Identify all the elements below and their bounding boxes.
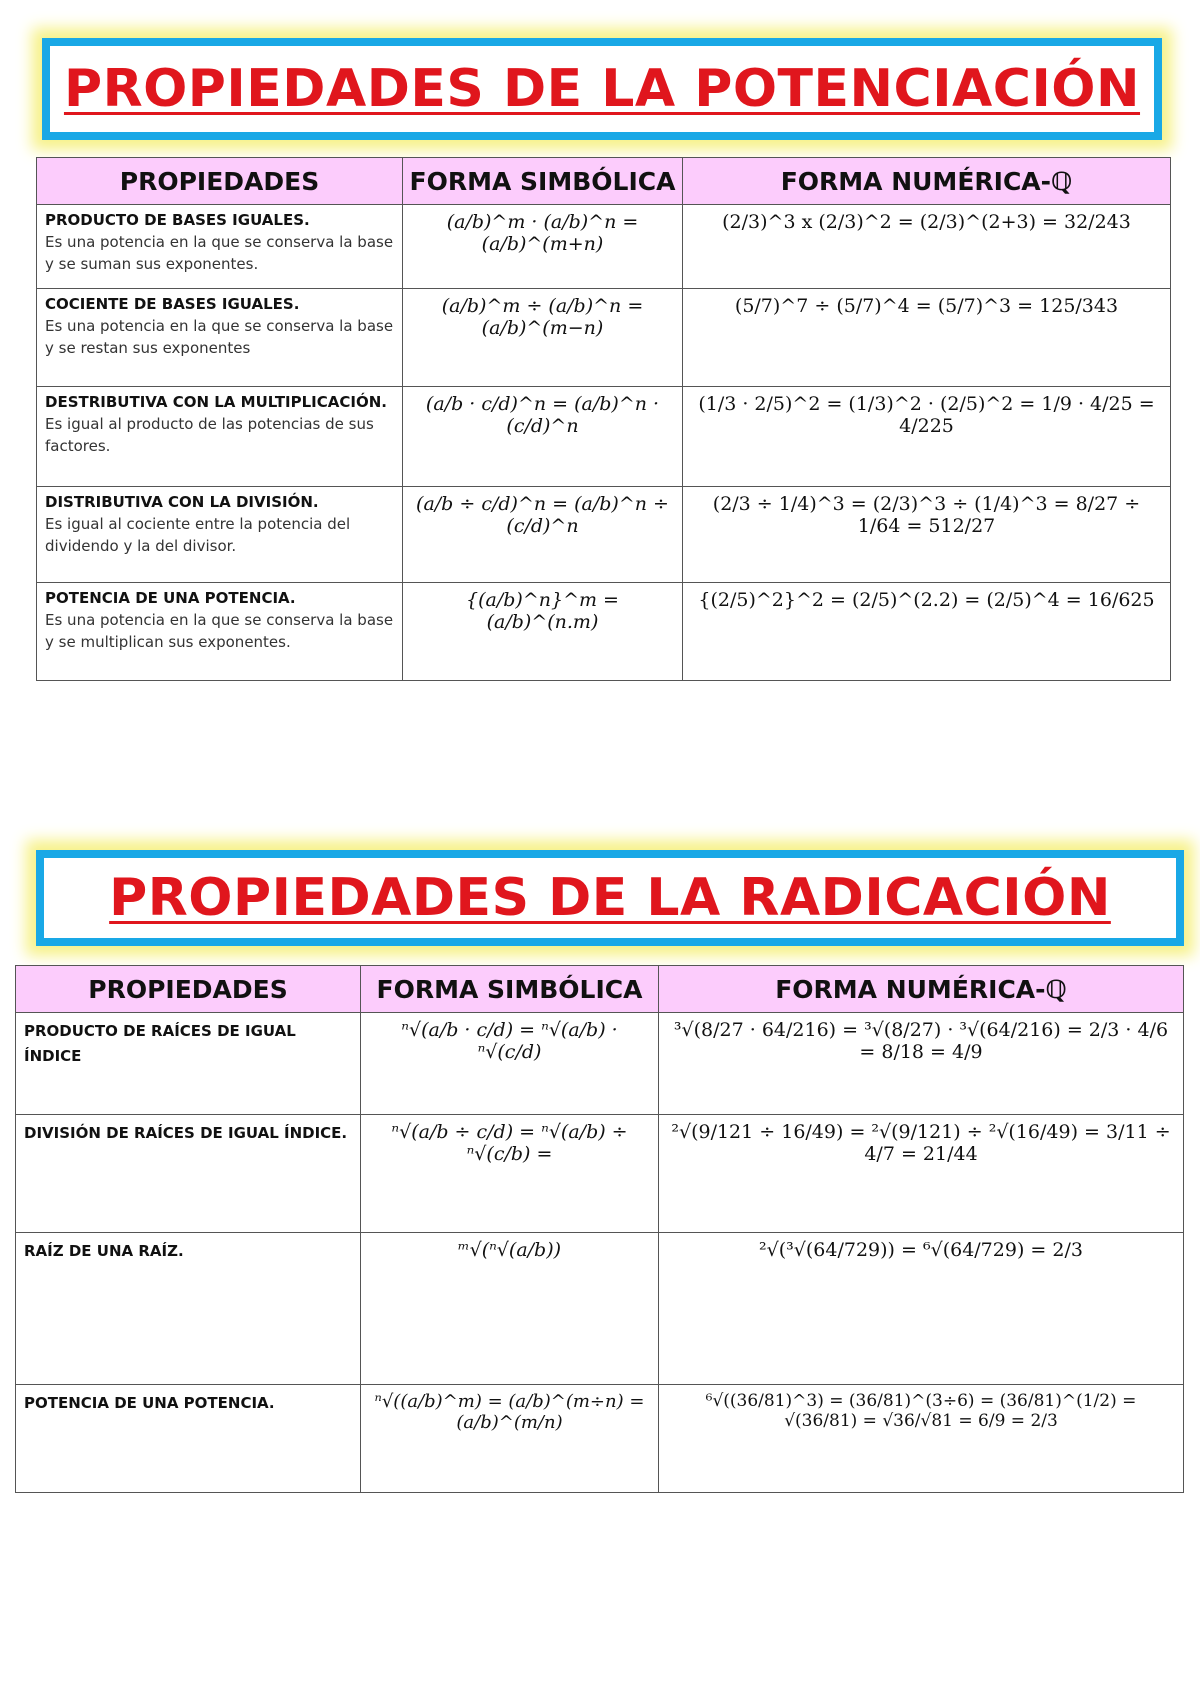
property-cell — [16, 1013, 361, 1115]
radicacion-title: PROPIEDADES DE LA RADICACIÓN — [109, 868, 1111, 928]
formula-text: {(2/5)^2}^2 = (2/5)^(2.2) = (2/5)^4 = 16/625 — [698, 589, 1155, 611]
numeric-formula — [683, 583, 1171, 681]
symbolic-formula — [403, 387, 683, 487]
property-cell — [37, 387, 403, 487]
formula-text: (1/3 · 2/5)^2 = (1/3)^2 · (2/5)^2 = 1/9 · 4/25 = 4/225 — [698, 393, 1155, 437]
header-forma-numerica: FORMA NUMÉRICA-ℚ — [683, 158, 1171, 205]
property-cell — [37, 583, 403, 681]
formula-text: {(a/b)^n}^m = (a/b)^(n.m) — [466, 589, 619, 633]
potenciacion-table — [36, 157, 1171, 681]
property-name: DESTRIBUTIVA CON LA MULTIPLICACIÓN. — [45, 393, 387, 411]
formula-text: ⁿ√((a/b)^m) = (a/b)^(m÷n) = (a/b)^(m/n) — [374, 1391, 645, 1433]
property-cell — [37, 205, 403, 289]
table-row — [37, 205, 1171, 289]
formula-text: ²√(9/121 ÷ 16/49) = ²√(9/121) ÷ ²√(16/49) = 3/11 ÷ 4/7 = 21/44 — [671, 1121, 1171, 1165]
numeric-formula — [659, 1115, 1184, 1233]
property-cell — [37, 487, 403, 583]
property-name: RAÍZ DE UNA RAÍZ. — [24, 1242, 184, 1260]
table-row — [37, 487, 1171, 583]
numeric-formula — [683, 289, 1171, 387]
property-name: DISTRIBUTIVA CON LA DIVISIÓN. — [45, 493, 319, 511]
potenciacion-title: PROPIEDADES DE LA POTENCIACIÓN — [63, 59, 1141, 119]
header-forma-simbolica: FORMA SIMBÓLICA — [361, 966, 659, 1013]
symbolic-formula — [361, 1115, 659, 1233]
radicacion-banner — [36, 850, 1184, 946]
property-name: DIVISIÓN DE RAÍCES DE IGUAL ÍNDICE. — [24, 1124, 348, 1142]
formula-text: (a/b · c/d)^n = (a/b)^n · (c/d)^n — [425, 393, 660, 437]
property-cell — [16, 1385, 361, 1493]
property-cell — [37, 289, 403, 387]
formula-text: ⁿ√(a/b · c/d) = ⁿ√(a/b) · ⁿ√(c/d) — [401, 1019, 618, 1063]
property-description: Es igual al producto de las potencias de sus factores. — [45, 415, 374, 455]
symbolic-formula — [403, 289, 683, 387]
header-propiedades: PROPIEDADES — [16, 966, 361, 1013]
radicacion-table — [15, 965, 1184, 1493]
table-row — [37, 387, 1171, 487]
numeric-formula — [683, 387, 1171, 487]
formula-text: ⁶√((36/81)^3) = (36/81)^(3÷6) = (36/81)^(1/2) = √(36/81) = √36/√81 = 6/9 = 2/3 — [705, 1391, 1137, 1431]
header-forma-numerica: FORMA NUMÉRICA-ℚ — [659, 966, 1184, 1013]
formula-text: (2/3)^3 x (2/3)^2 = (2/3)^(2+3) = 32/243 — [722, 211, 1131, 233]
property-name: POTENCIA DE UNA POTENCIA. — [24, 1394, 275, 1412]
potenciacion-banner — [42, 38, 1162, 140]
formula-text: (a/b)^m · (a/b)^n = (a/b)^(m+n) — [446, 211, 639, 255]
formula-text: (a/b ÷ c/d)^n = (a/b)^n ÷ (c/d)^n — [416, 493, 669, 537]
table-row — [16, 1233, 1184, 1385]
property-description: Es una potencia en la que se conserva la base y se suman sus exponentes. — [45, 233, 394, 273]
header-forma-simbolica: FORMA SIMBÓLICA — [403, 158, 683, 205]
symbolic-formula — [403, 487, 683, 583]
table-row — [16, 1385, 1184, 1493]
formula-text: ³√(8/27 · 64/216) = ³√(8/27) · ³√(64/216) = 2/3 · 4/6 = 8/18 = 4/9 — [673, 1019, 1169, 1063]
numeric-formula — [659, 1385, 1184, 1493]
formula-text: ᵐ√(ⁿ√(a/b)) — [457, 1239, 562, 1261]
property-name: PRODUCTO DE BASES IGUALES. — [45, 211, 310, 229]
property-cell — [16, 1233, 361, 1385]
numeric-formula — [659, 1233, 1184, 1385]
property-name: POTENCIA DE UNA POTENCIA. — [45, 589, 296, 607]
formula-text: ⁿ√(a/b ÷ c/d) = ⁿ√(a/b) ÷ ⁿ√(c/b) = — [391, 1121, 628, 1165]
property-cell — [16, 1115, 361, 1233]
numeric-formula — [683, 205, 1171, 289]
property-description: Es una potencia en la que se conserva la base y se multiplican sus exponentes. — [45, 611, 394, 651]
numeric-formula — [659, 1013, 1184, 1115]
symbolic-formula — [361, 1385, 659, 1493]
formula-text: ²√(³√(64/729)) = ⁶√(64/729) = 2/3 — [759, 1239, 1083, 1261]
symbolic-formula — [361, 1013, 659, 1115]
symbolic-formula — [361, 1233, 659, 1385]
table-row — [37, 289, 1171, 387]
property-name: COCIENTE DE BASES IGUALES. — [45, 295, 300, 313]
property-description: Es una potencia en la que se conserva la base y se restan sus exponentes — [45, 317, 394, 357]
table-row — [16, 1013, 1184, 1115]
symbolic-formula — [403, 205, 683, 289]
property-description: Es igual al cociente entre la potencia del dividendo y la del divisor. — [45, 515, 351, 555]
table-row — [37, 583, 1171, 681]
formula-text: (2/3 ÷ 1/4)^3 = (2/3)^3 ÷ (1/4)^3 = 8/27 ÷ 1/64 = 512/27 — [712, 493, 1141, 537]
header-propiedades: PROPIEDADES — [37, 158, 403, 205]
property-name: PRODUCTO DE RAÍCES DE IGUAL ÍNDICE — [24, 1022, 296, 1065]
numeric-formula — [683, 487, 1171, 583]
table-row — [16, 1115, 1184, 1233]
formula-text: (a/b)^m ÷ (a/b)^n = (a/b)^(m−n) — [441, 295, 644, 339]
symbolic-formula — [403, 583, 683, 681]
formula-text: (5/7)^7 ÷ (5/7)^4 = (5/7)^3 = 125/343 — [734, 295, 1119, 317]
